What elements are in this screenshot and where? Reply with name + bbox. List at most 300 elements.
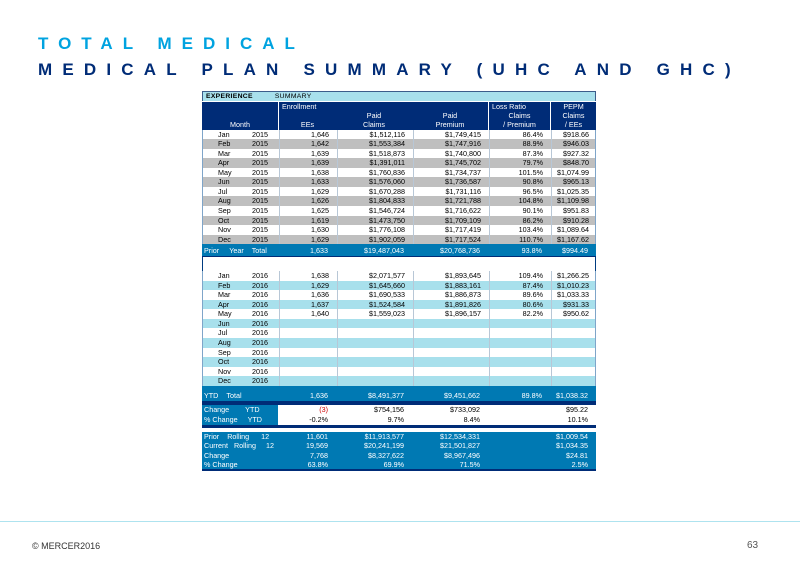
claims-cell: $1,512,116 <box>337 130 413 140</box>
ees-cell <box>279 348 337 358</box>
pepm-cell <box>551 376 597 386</box>
loss-ratio-cell: 103.4% <box>489 225 551 235</box>
claims-cell: $1,576,060 <box>337 177 413 187</box>
header-cell: Premium <box>435 120 465 130</box>
premium-cell <box>413 338 489 348</box>
loss-ratio-cell: 104.8% <box>489 196 551 206</box>
ees-cell <box>279 376 337 386</box>
header-cell <box>202 102 278 111</box>
pepm-cell: $848.70 <box>551 158 597 168</box>
loss-ratio-cell <box>489 319 551 329</box>
ees-cell <box>279 319 337 329</box>
loss-ratio-cell: 90.8% <box>489 177 551 187</box>
year: 2015 <box>252 215 268 225</box>
prior-rolling-12-row <box>202 432 596 442</box>
month-name: Mar <box>218 290 231 300</box>
pepm-cell <box>551 328 597 338</box>
table-row <box>202 139 596 149</box>
claims-cell <box>337 319 413 329</box>
table-row <box>202 271 596 281</box>
ees-cell: 1,639 <box>279 158 337 168</box>
loss-ratio-cell: 101.5% <box>489 168 551 178</box>
claims-cell: $1,473,750 <box>337 216 413 226</box>
footer-divider <box>0 521 800 522</box>
ees-cell: 1,636 <box>310 390 328 400</box>
month-name: Feb <box>218 280 231 290</box>
claims-cell: $1,804,833 <box>337 196 413 206</box>
year: 2015 <box>252 196 268 206</box>
pepm-cell <box>551 348 597 358</box>
claims-cell: 69.9% <box>383 460 404 470</box>
year: 2016 <box>252 299 268 309</box>
claims-cell <box>337 338 413 348</box>
table-row <box>202 367 596 377</box>
month-cell <box>203 338 279 348</box>
loss-ratio-cell: 88.9% <box>489 139 551 149</box>
month-cell <box>203 367 279 377</box>
row-label: % Change YTD <box>204 414 262 424</box>
header-cell: EEs <box>278 120 336 130</box>
claims-cell: $1,391,011 <box>337 158 413 168</box>
premium-cell: $1,740,800 <box>413 149 489 159</box>
loss-ratio-cell: 109.4% <box>489 271 551 281</box>
ees-cell <box>279 357 337 367</box>
header-row-3 <box>202 120 596 130</box>
year: 2016 <box>252 290 268 300</box>
table-row <box>202 328 596 338</box>
loss-ratio-cell <box>489 338 551 348</box>
month-name: Jun <box>218 318 230 328</box>
ees-cell: 1,646 <box>279 130 337 140</box>
claims-cell: $1,524,584 <box>337 300 413 310</box>
header-cell: Enrollment <box>278 102 336 111</box>
premium-cell: $9,451,662 <box>444 390 480 400</box>
table-row <box>202 235 596 245</box>
loss-ratio-cell <box>488 441 550 451</box>
year: 2015 <box>252 129 268 139</box>
ees-cell: 1,619 <box>279 216 337 226</box>
pepm-cell <box>551 319 597 329</box>
table-row <box>202 357 596 367</box>
pepm-cell: $1,074.99 <box>551 168 597 178</box>
claims-cell: $754,156 <box>336 405 412 415</box>
pepm-cell: $1,009.54 <box>556 431 588 441</box>
premium-cell: $1,709,109 <box>413 216 489 226</box>
pepm-cell: 2.5% <box>571 460 588 470</box>
claims-cell <box>337 328 413 338</box>
month-name: May <box>218 309 232 319</box>
premium-cell <box>413 367 489 377</box>
experience-summary-header <box>202 91 596 101</box>
premium-cell: 8.4% <box>412 415 488 425</box>
loss-ratio-cell <box>489 367 551 377</box>
row-label: Change YTD <box>204 404 260 414</box>
claims-cell <box>337 348 413 358</box>
header-cell: / EEs <box>550 120 596 130</box>
month-cell <box>203 271 279 281</box>
loss-ratio-cell: 89.8% <box>521 390 542 400</box>
year: 2015 <box>252 234 268 244</box>
ees-cell: 1,630 <box>279 225 337 235</box>
row-label: YTD Total <box>204 390 242 400</box>
experience-label: EXPERIENCE <box>206 93 253 100</box>
month-name: Nov <box>218 366 231 376</box>
month-name: Oct <box>218 215 230 225</box>
claims-cell: $1,546,724 <box>337 206 413 216</box>
year: 2015 <box>252 167 268 177</box>
ees-cell: 1,629 <box>279 187 337 197</box>
summary-label: SUMMARY <box>274 93 312 100</box>
claims-cell: $1,518,873 <box>337 149 413 159</box>
prior-year-total-row <box>202 244 596 257</box>
pepm-cell: $951.83 <box>551 206 597 216</box>
page-number: 63 <box>747 540 759 551</box>
claims-cell <box>337 357 413 367</box>
premium-cell: $1,736,587 <box>413 177 489 187</box>
month-name: Mar <box>218 148 231 158</box>
table-row <box>202 376 596 386</box>
ees-cell: -0.2% <box>278 415 336 425</box>
loss-ratio-cell: 79.7% <box>489 158 551 168</box>
pepm-cell <box>551 367 597 377</box>
row-label: Prior Rolling 12 <box>204 431 270 441</box>
claims-cell: $11,913,577 <box>364 431 404 441</box>
header-cell: Claims <box>550 111 596 121</box>
ees-cell: 1,638 <box>279 168 337 178</box>
rolling-change-row <box>202 451 596 461</box>
loss-ratio-cell: 90.1% <box>489 206 551 216</box>
month-cell <box>203 187 279 197</box>
premium-cell: $1,734,737 <box>413 168 489 178</box>
pepm-cell: $1,033.33 <box>551 290 597 300</box>
ees-cell: 7,768 <box>310 450 328 460</box>
row-label: Prior Year Total <box>204 246 267 256</box>
row-label: % Change <box>204 460 238 470</box>
loss-ratio-cell: 87.4% <box>489 281 551 291</box>
month-cell <box>203 357 279 367</box>
header-cell <box>278 111 336 121</box>
year: 2016 <box>252 347 268 357</box>
claims-cell <box>337 376 413 386</box>
header-cell: Loss Ratio <box>488 102 550 111</box>
table-row <box>202 348 596 358</box>
month-cell <box>203 225 279 235</box>
premium-cell: $1,717,419 <box>413 225 489 235</box>
experience-summary-table <box>202 91 596 471</box>
month-cell <box>203 168 279 178</box>
loss-ratio-cell: 87.3% <box>489 149 551 159</box>
pct-change-ytd-row <box>202 415 596 428</box>
loss-ratio-cell: 86.2% <box>489 216 551 226</box>
month-name: Dec <box>218 234 231 244</box>
header-cell: Paid <box>366 110 382 120</box>
claims-cell: $8,327,622 <box>368 450 404 460</box>
table-row <box>202 177 596 187</box>
pepm-cell: $1,038.32 <box>556 390 588 400</box>
rows-2016 <box>202 271 596 386</box>
month-name: Jun <box>218 177 230 187</box>
month-name: Aug <box>218 196 231 206</box>
month-cell <box>203 235 279 245</box>
header-cell: PEPM <box>550 102 596 111</box>
header-cell: Month <box>230 120 250 130</box>
month-cell <box>203 319 279 329</box>
rolling-pct-change-row <box>202 460 596 471</box>
pepm-cell: $1,266.25 <box>551 271 597 281</box>
month-cell <box>203 300 279 310</box>
year: 2015 <box>252 206 268 216</box>
month-name: Jan <box>218 129 230 139</box>
ees-cell: 1,629 <box>279 281 337 291</box>
ees-cell: 1,633 <box>279 177 337 187</box>
claims-cell: $1,760,836 <box>337 168 413 178</box>
month-cell <box>203 290 279 300</box>
month-name: Jul <box>218 328 228 338</box>
loss-ratio-cell: 86.4% <box>489 130 551 140</box>
table-row <box>202 216 596 226</box>
ees-cell: 1,640 <box>279 309 337 319</box>
premium-cell: $20,768,736 <box>440 246 480 256</box>
loss-ratio-cell: 110.7% <box>489 235 551 245</box>
premium-cell: $1,886,873 <box>413 290 489 300</box>
table-row <box>202 290 596 300</box>
premium-cell: $1,747,916 <box>413 139 489 149</box>
change-ytd-row <box>202 405 596 415</box>
ees-cell: 1,636 <box>279 290 337 300</box>
ees-cell: 1,638 <box>279 271 337 281</box>
claims-cell: $1,902,059 <box>337 235 413 245</box>
premium-cell: $1,717,524 <box>413 235 489 245</box>
loss-ratio-cell: 96.5% <box>489 187 551 197</box>
pepm-cell <box>551 357 597 367</box>
pepm-cell: $1,109.98 <box>551 196 597 206</box>
month-name: Apr <box>218 299 230 309</box>
pepm-cell: $918.66 <box>551 130 597 140</box>
premium-cell: $1,749,415 <box>413 130 489 140</box>
header-cell <box>202 111 278 121</box>
premium-cell: 71.5% <box>459 460 480 470</box>
loss-ratio-cell: 82.2% <box>489 309 551 319</box>
premium-cell <box>413 319 489 329</box>
year: 2015 <box>252 225 268 235</box>
pepm-cell: 10.1% <box>550 415 596 425</box>
premium-cell <box>413 328 489 338</box>
year: 2016 <box>252 271 268 281</box>
table-row <box>202 300 596 310</box>
premium-cell <box>413 348 489 358</box>
pepm-cell: $24.81 <box>566 450 588 460</box>
claims-cell: $1,553,384 <box>337 139 413 149</box>
month-name: Dec <box>218 376 231 386</box>
ees-cell: 1,642 <box>279 139 337 149</box>
month-name: Aug <box>218 338 231 348</box>
month-name: Jul <box>218 186 228 196</box>
premium-cell: $1,883,161 <box>413 281 489 291</box>
ees-cell: 1,639 <box>279 149 337 159</box>
pepm-cell: $950.62 <box>551 309 597 319</box>
month-name: Oct <box>218 357 230 367</box>
table-row <box>202 130 596 140</box>
ees-cell <box>279 328 337 338</box>
month-cell <box>203 139 279 149</box>
month-cell <box>203 149 279 159</box>
month-cell <box>203 216 279 226</box>
ees-cell: 1,633 <box>310 246 328 256</box>
section-spacer <box>202 257 596 271</box>
loss-ratio-cell <box>489 328 551 338</box>
loss-ratio-cell <box>488 415 550 425</box>
pepm-cell: $931.33 <box>551 300 597 310</box>
premium-cell: $1,745,702 <box>413 158 489 168</box>
row-label: Change <box>204 450 230 460</box>
claims-cell: 9.7% <box>336 415 412 425</box>
year: 2016 <box>252 357 268 367</box>
claims-cell: $19,487,043 <box>364 246 404 256</box>
header-cell: Paid <box>442 110 458 120</box>
month-cell <box>203 281 279 291</box>
year: 2015 <box>252 158 268 168</box>
year: 2016 <box>252 366 268 376</box>
ees-cell <box>279 367 337 377</box>
claims-cell: $8,491,377 <box>368 390 404 400</box>
slide-subtitle: MEDICAL PLAN SUMMARY (UHC AND GHC) <box>38 60 741 79</box>
claims-cell: $1,690,533 <box>337 290 413 300</box>
month-cell <box>203 158 279 168</box>
year: 2016 <box>252 338 268 348</box>
year: 2015 <box>252 186 268 196</box>
ees-cell: (3) <box>278 405 336 415</box>
table-row <box>202 158 596 168</box>
pepm-cell: $1,089.64 <box>551 225 597 235</box>
header-row-1 <box>202 101 596 111</box>
year: 2015 <box>252 177 268 187</box>
claims-cell: $1,645,660 <box>337 281 413 291</box>
loss-ratio-cell: 89.6% <box>489 290 551 300</box>
month-cell <box>203 196 279 206</box>
ees-cell: 19,569 <box>306 441 328 451</box>
table-row <box>202 338 596 348</box>
premium-cell: $1,731,116 <box>413 187 489 197</box>
header-cell: / Premium <box>488 120 550 130</box>
table-row <box>202 225 596 235</box>
ees-cell: 63.8% <box>307 460 328 470</box>
month-name: Jan <box>218 271 230 281</box>
month-cell <box>203 130 279 140</box>
premium-cell: $733,092 <box>412 405 488 415</box>
premium-cell <box>413 357 489 367</box>
premium-cell: $1,716,622 <box>413 206 489 216</box>
premium-cell: $21,501,827 <box>440 441 480 451</box>
month-name: Nov <box>218 225 231 235</box>
year: 2016 <box>252 328 268 338</box>
year: 2016 <box>252 280 268 290</box>
claims-cell: $2,071,577 <box>337 271 413 281</box>
year: 2015 <box>252 139 268 149</box>
ees-cell: 1,626 <box>279 196 337 206</box>
month-cell <box>203 348 279 358</box>
table-row <box>202 206 596 216</box>
pepm-cell: $946.03 <box>551 139 597 149</box>
premium-cell: $12,534,331 <box>440 431 480 441</box>
pepm-cell: $910.28 <box>551 216 597 226</box>
pepm-cell: $1,167.62 <box>551 235 597 245</box>
table-row <box>202 168 596 178</box>
month-name: Feb <box>218 139 231 149</box>
table-row <box>202 319 596 329</box>
pepm-cell: $1,010.23 <box>551 281 597 291</box>
current-rolling-12-row <box>202 441 596 451</box>
premium-cell: $8,967,496 <box>444 450 480 460</box>
header-cell <box>412 102 488 111</box>
year: 2015 <box>252 148 268 158</box>
premium-cell: $1,721,788 <box>413 196 489 206</box>
ytd-total-row <box>202 386 596 405</box>
table-row <box>202 309 596 319</box>
premium-cell: $1,896,157 <box>413 309 489 319</box>
pepm-cell: $927.32 <box>551 149 597 159</box>
premium-cell: $1,893,645 <box>413 271 489 281</box>
claims-cell: $20,241,199 <box>364 441 404 451</box>
pepm-cell: $965.13 <box>551 177 597 187</box>
pepm-cell: $1,025.35 <box>551 187 597 197</box>
table-row <box>202 149 596 159</box>
loss-ratio-cell: 80.6% <box>489 300 551 310</box>
header-cell: Claims <box>488 111 550 121</box>
year: 2016 <box>252 376 268 386</box>
month-name: May <box>218 167 232 177</box>
ees-cell: 11,601 <box>306 431 328 441</box>
slide-title: TOTAL MEDICAL <box>38 34 305 53</box>
loss-ratio-cell <box>488 451 550 461</box>
month-cell <box>203 376 279 386</box>
table-row <box>202 196 596 206</box>
rows-2015 <box>202 130 596 245</box>
ees-cell: 1,637 <box>279 300 337 310</box>
month-cell <box>203 328 279 338</box>
ees-cell: 1,629 <box>279 235 337 245</box>
table-row <box>202 281 596 291</box>
table-row <box>202 187 596 197</box>
row-label: Current Rolling 12 <box>204 441 274 451</box>
year: 2016 <box>252 318 268 328</box>
header-cell: Claims <box>363 120 385 130</box>
loss-ratio-cell <box>488 460 550 469</box>
month-name: Sep <box>218 206 231 216</box>
pepm-cell: $95.22 <box>550 405 596 415</box>
loss-ratio-cell <box>489 357 551 367</box>
ees-cell: 1,625 <box>279 206 337 216</box>
loss-ratio-cell <box>488 432 550 442</box>
header-cell <box>336 102 412 111</box>
month-cell <box>203 309 279 319</box>
month-name: Apr <box>218 158 230 168</box>
month-cell <box>203 206 279 216</box>
loss-ratio-cell <box>488 405 550 415</box>
loss-ratio-cell: 93.8% <box>521 246 542 256</box>
pepm-cell: $994.49 <box>562 246 588 256</box>
month-name: Sep <box>218 347 231 357</box>
claims-cell <box>337 367 413 377</box>
pepm-cell <box>551 338 597 348</box>
header-row-2 <box>202 111 596 121</box>
claims-cell: $1,670,288 <box>337 187 413 197</box>
claims-cell: $1,559,023 <box>337 309 413 319</box>
loss-ratio-cell <box>489 376 551 386</box>
premium-cell: $1,891,826 <box>413 300 489 310</box>
year: 2016 <box>252 309 268 319</box>
claims-cell: $1,776,108 <box>337 225 413 235</box>
copyright-text: © MERCER2016 <box>32 541 101 551</box>
